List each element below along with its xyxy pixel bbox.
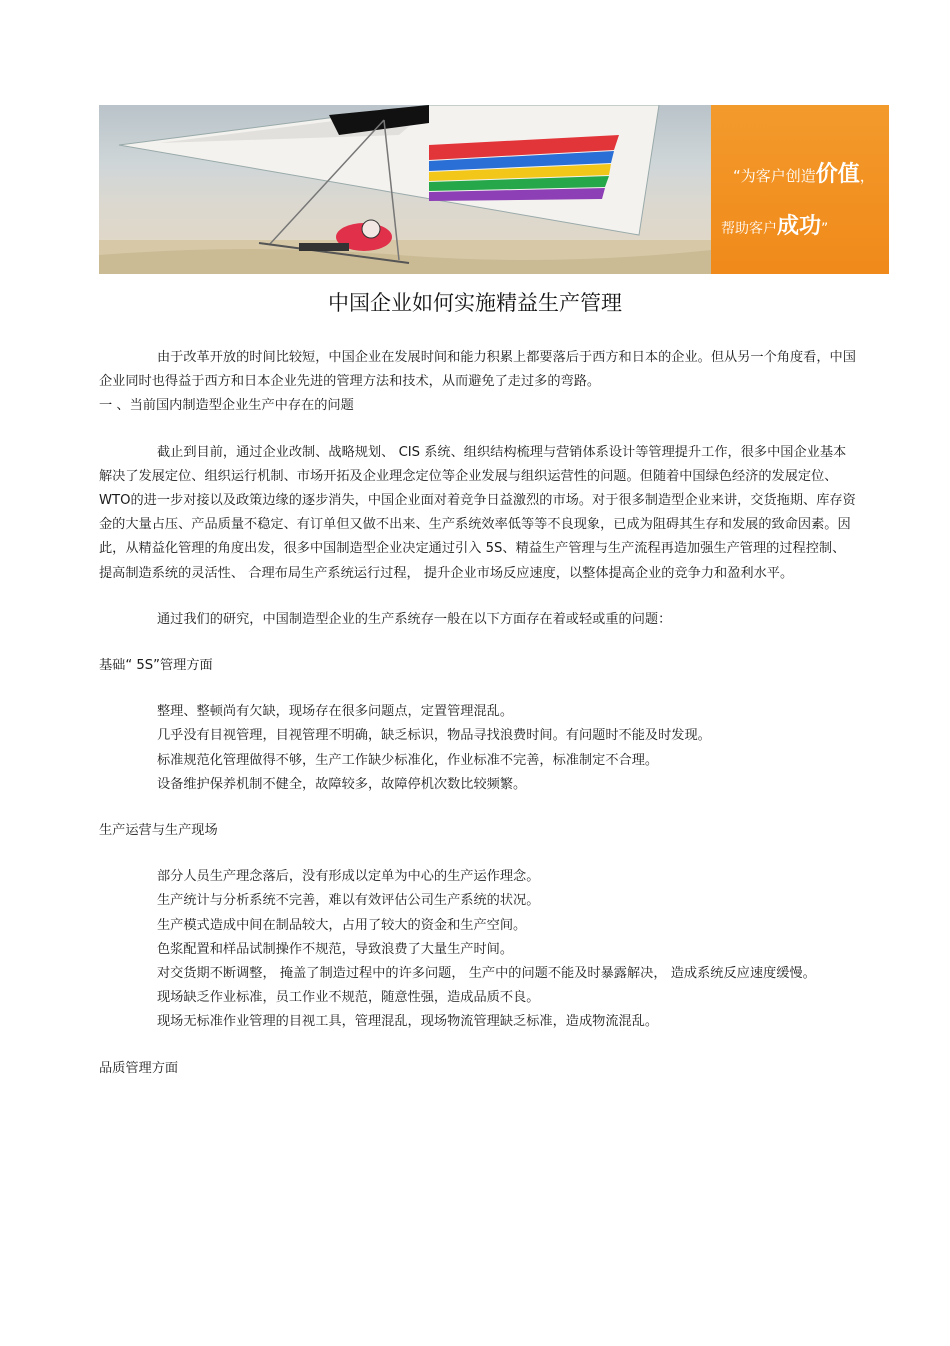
list-item: 设备维护保养机制不健全，故障较多，故障停机次数比较频繁。 bbox=[157, 776, 527, 792]
hang-glider-photo bbox=[99, 105, 711, 274]
section-1-heading: 一 、当前国内制造型企业生产中存在的问题 bbox=[99, 398, 354, 414]
group-5s-heading: 基础“ 5S”管理方面 bbox=[99, 658, 213, 674]
list-item: 对交货期不断调整， 掩盖了制造过程中的许多问题， 生产中的问题不能及时暴露解决， 造成系统反应速度缓慢。 bbox=[157, 966, 816, 982]
slogan-line-2: 帮助客户成功” bbox=[721, 214, 829, 239]
intro-paragraph: 由于改革开放的时间比较短，中国企业在发展时间和能力积累上都要落后于西方和日本的企业。但从另一个角度看，中国企业同时也得益于西方和日本企业先进的管理方法和技术，从而避免了走过多的弯路。 bbox=[99, 350, 856, 390]
slogan-line-1: “为客户创造价值， bbox=[733, 162, 875, 187]
research-paragraph: 通过我们的研究，中国制造型企业的生产系统存一般在以下方面存在着或轻或重的问题： bbox=[157, 611, 672, 627]
list-item: 标准规范化管理做得不够，生产工作缺少标准化，作业标准不完善，标准制定不合理。 bbox=[157, 752, 659, 768]
header-banner bbox=[99, 105, 889, 274]
list-item: 现场无标准作业管理的目视工具，管理混乱，现场物流管理缺乏标准，造成物流混乱。 bbox=[157, 1014, 659, 1030]
slogan-panel bbox=[711, 105, 889, 274]
list-item: 部分人员生产理念落后，没有形成以定单为中心的生产运作理念。 bbox=[157, 869, 540, 885]
group-quality-heading: 品质管理方面 bbox=[99, 1060, 179, 1076]
section-1-paragraph: 截止到目前，通过企业改制、战略规划、 CIS 系统、组织结构梳理与营销体系设计等管理提升工作，很多中国企业基本解决了发展定位、组织运行机制、市场开拓及企业理念定位等企业发展与组织运营性的问题。但随着中国绿色经济的发展定位、 WTO的进一步对接以及政策边缘的逐步消失，中国企业面对着竞争日益激烈的市场。对于很多制造型企业来讲，交货拖期、库存资金的大量占压、产品质量不稳定、有订单但又做不出来、生产系统效率低等等不良现象，已成为阻碍其生存和发展的致命因素。因此，从精益化管理的角度出发，很多中国制造型企业决定通过引入 5S、精益生产管理与生产流程再造加强生产管理的过程控制、 提高制造系统的灵活性、 合理布局生产系统运行过程， 提升企业市场反应速度，以整体提高企业的竞争力和盈利水平。 bbox=[99, 444, 856, 581]
group-production-heading: 生产运营与生产现场 bbox=[99, 823, 218, 839]
list-item: 色浆配置和样品试制操作不规范，导致浪费了大量生产时间。 bbox=[157, 941, 514, 957]
list-item: 几乎没有目视管理，目视管理不明确，缺乏标识，物品寻找浪费时间。有问题时不能及时发现。 bbox=[157, 728, 711, 744]
document-body bbox=[99, 346, 859, 1081]
page-title: 中国企业如何实施精益生产管理 bbox=[328, 291, 622, 315]
hang-glider-illustration bbox=[99, 105, 711, 274]
list-item: 生产模式造成中间在制品较大，占用了较大的资金和生产空间。 bbox=[157, 917, 527, 933]
list-item: 整理、整顿尚有欠缺，现场存在很多问题点，定置管理混乱。 bbox=[157, 704, 514, 720]
list-item: 现场缺乏作业标准，员工作业不规范，随意性强，造成品质不良。 bbox=[157, 990, 540, 1006]
list-item: 生产统计与分析系统不完善，难以有效评估公司生产系统的状况。 bbox=[157, 893, 540, 909]
